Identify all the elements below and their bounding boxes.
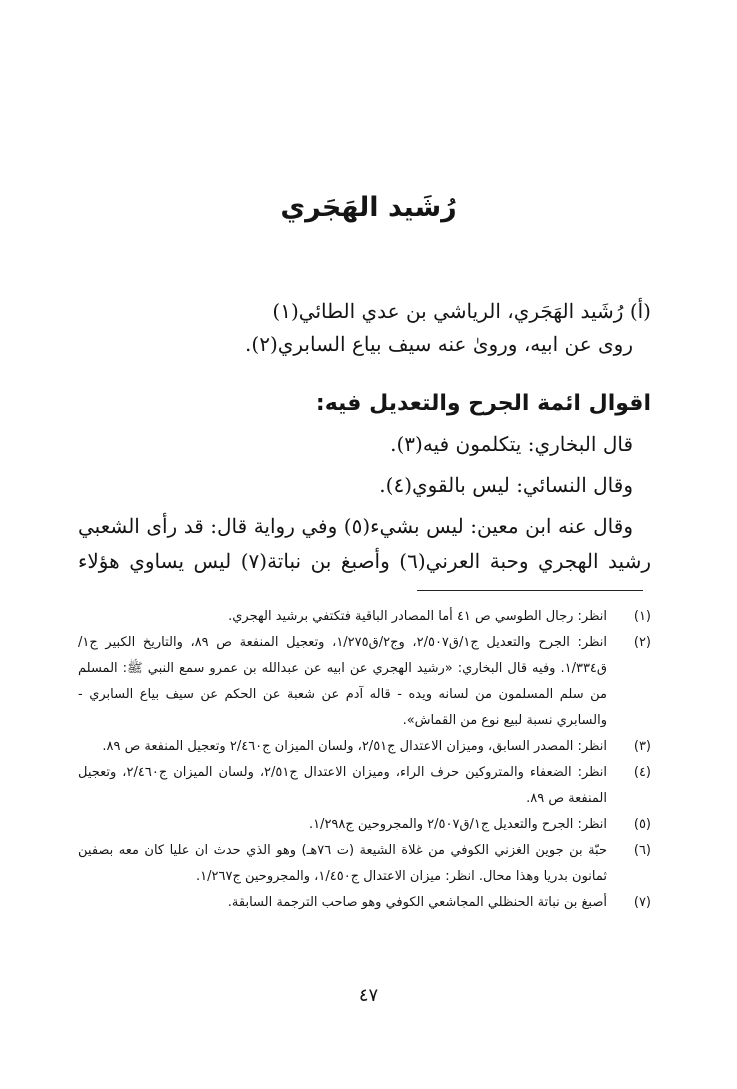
footnote-text: انظر: الجرح والتعديل ج١/ق٢/٥٠٧ والمجروحين ج١/٢٩٨. <box>308 817 607 832</box>
entry-line-3: قال البخاري: يتكلمون فيه(٣). <box>390 432 633 456</box>
entry-line-5: وقال عنه ابن معين: ليس بشيء(٥) وفي رواية قال: قد رأى الشعبي <box>78 514 633 538</box>
footnote-number: (٥) <box>633 817 651 832</box>
section-heading: اقوال ائمة الجرح والتعديل فيه: <box>315 391 651 416</box>
main-text <box>78 295 651 361</box>
entry-line-1: (أ) رُشَيد الهَجَري، الرياشي بن عدي الطائي(١) <box>272 299 651 323</box>
page-number: ٤٧ <box>358 985 379 1006</box>
footnote-number: (٦) <box>633 843 651 858</box>
footnote-text: انظر: الضعفاء والمتروكين حرف الراء، وميزان الاعتدال ج٢/٥١، ولسان الميزان ج٢/٤٦٠، وتعجيل المنفعة ص ٨٩. <box>78 765 608 806</box>
footnote-text: حبّة بن جوين الغزني الكوفي من غلاة الشيعة (ت ٧٦هـ) وهو الذي حدث ان عليا كان معه بصفين ثمانون بدريا وهذا محال. انظر: ميزان الاعتدال ج١/٤٥٠، والمجروحين ج١/٢٦٧. <box>78 843 608 884</box>
critics-section <box>78 384 651 578</box>
footnote-6 <box>78 838 651 890</box>
entry-line-4: وقال النسائي: ليس بالقوي(٤). <box>379 473 633 497</box>
footnote-3 <box>78 734 651 760</box>
footnote-4 <box>78 760 651 812</box>
page-title: رُشَيد الهَجَري <box>280 192 457 223</box>
footnote-7 <box>78 890 651 916</box>
footnote-number: (٢) <box>633 635 651 650</box>
footnote-5 <box>78 812 651 838</box>
footnote-1 <box>78 604 651 630</box>
footnote-number: (٤) <box>633 765 651 780</box>
footnote-2 <box>78 630 651 734</box>
footnote-number: (٣) <box>633 739 651 754</box>
entry-line-6: رشيد الهجري وحبة العرني(٦) وأصبغ بن نباتة(٧) ليس يساوي هؤلاء <box>78 549 651 573</box>
footnote-text: انظر: رجال الطوسي ص ٤١ أما المصادر الباقية فتكتفي برشيد الهجري. <box>228 609 607 624</box>
footnote-number: (٧) <box>633 895 651 910</box>
footnote-text: انظر: المصدر السابق، وميزان الاعتدال ج٢/٥١، ولسان الميزان ج٢/٤٦٠ وتعجيل المنفعة ص ٨٩. <box>102 739 607 754</box>
footnotes <box>78 604 651 916</box>
entry-line-2: روى عن ابيه، وروىٰ عنه سيف بياع السابري(٢). <box>245 332 633 356</box>
footnote-text: أصبغ بن نباتة الحنظلي المجاشعي الكوفي وهو صاحب الترجمة السابقة. <box>227 895 607 910</box>
footnote-text: انظر: الجرح والتعديل ج١/ق٢/٥٠٧، وج٢/ق١/٢٧٥، وتعجيل المنفعة ص ٨٩، والتاريخ الكبير ج١/ق١/٣٣٤. وفيه قال البخاري: «رشيد الهجري عن ابيه عن عبدالله بن عمرو سمع النبي ﷺ: المسلم من سلم المسلمون من لسانه ويده - قاله آدم عن شعبة عن الحكم عن سيف بياع السابري - والسابري نسبة لبيع نوع من القماش». <box>78 635 607 728</box>
footnote-number: (١) <box>633 609 651 624</box>
footnote-divider <box>417 590 643 591</box>
